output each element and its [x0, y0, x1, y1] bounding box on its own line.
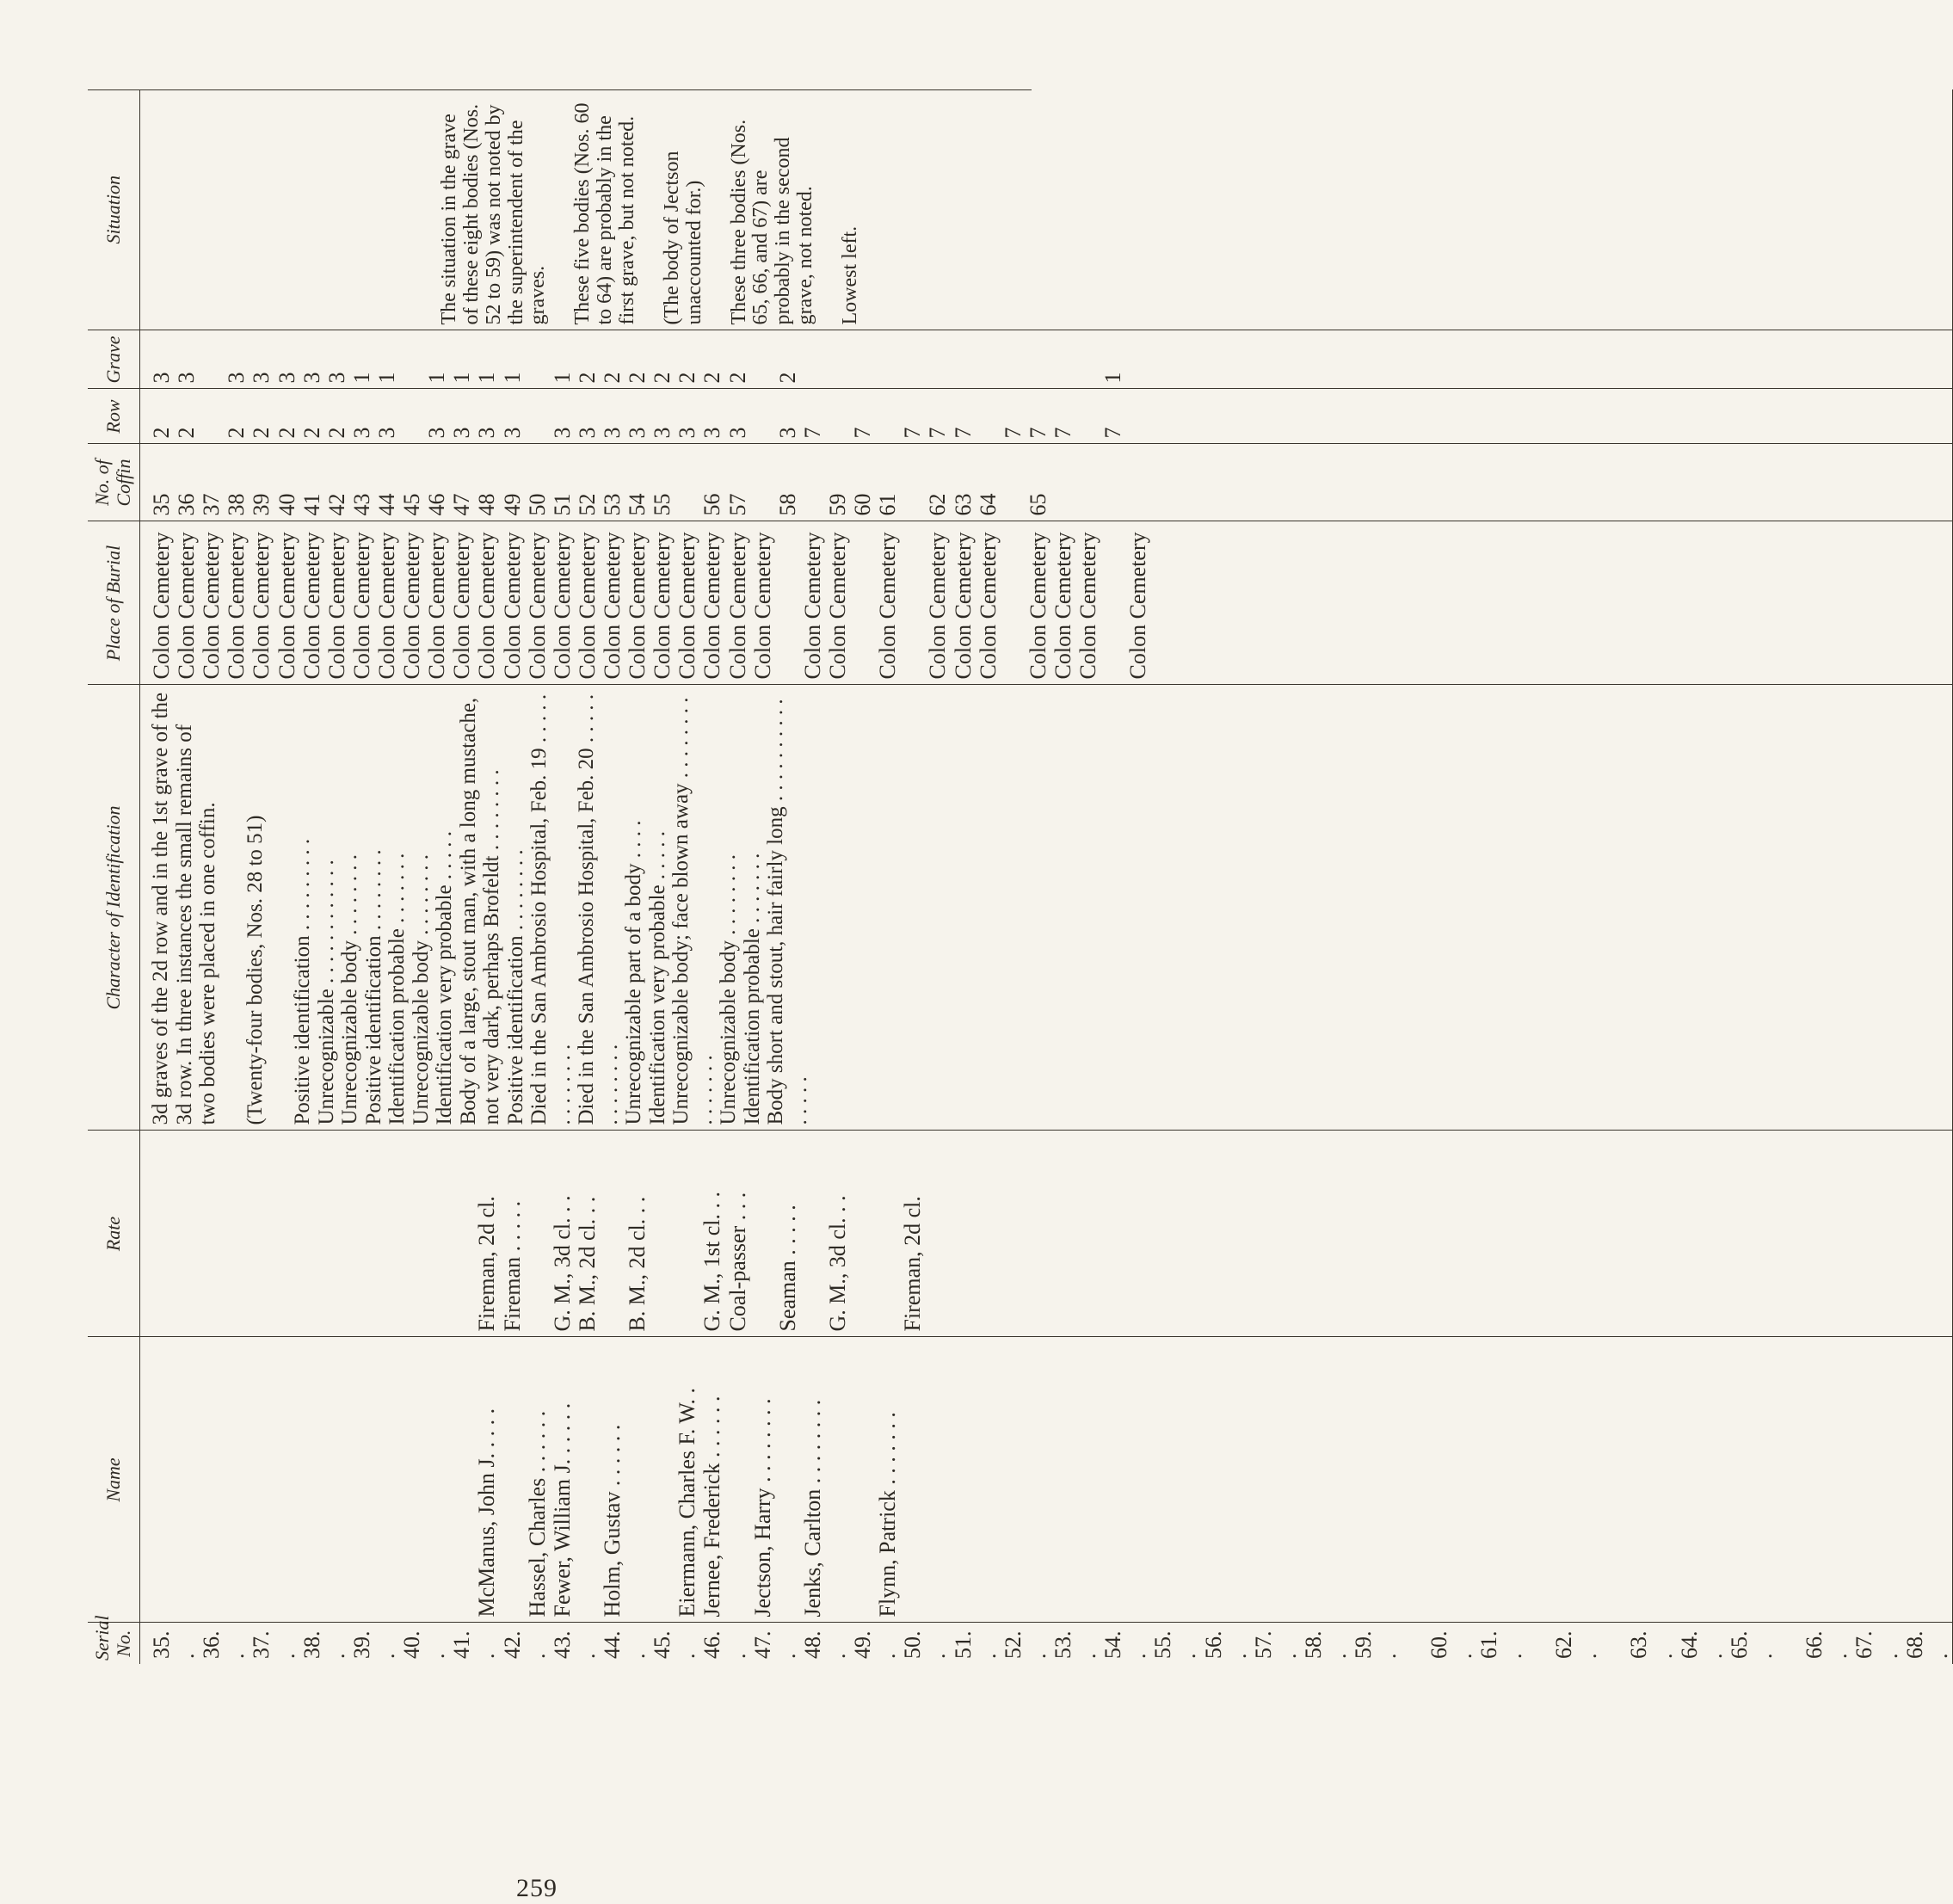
- character-of-identification-cell: 3d graves of the 2d row and in the 1st grave of the 3d row. In three instances the small remains of two bodies were placed in one coffin. (Twenty-four bodies, Nos. 28 to 51) Positive identification . . . . . . . . . Unrecognizable . . . . . . . . . . . . Unrecognizable body . . . . . . . . Positive identification . . . . . . . . Identification probable . . . . . . . Unrecognizable body . . . . . . . . Identification very probable . . . . . Body of a large, stout man, with a long mustache, not very dark, perhaps Brofeldt . . . . . . . . Positive identification . . . . . . . . Died in the San Ambrosio Hospital, Feb. 19 . . . . . . . . . . . . . Died in the San Ambrosio Hospital, Feb. 20 . . . . . . . . . . . . . Unrecognizable part of a body . . . . Identification very probable . . . . . Unrecognizable body; face blown away . . . . . . . . . . . . . . . Unrecognizable body . . . . . . . . Identification probable . . . . . . . Body short and stout, hair fairly long . . . . . . . . . . . . . . .: [140, 685, 1953, 1131]
- row-numbers-cell: 2 2 2 2 2 2 2 3 3 3 3 3 3 3 3 3 3 3 3 3 3 3 7 7 7 7 7 7 7 7 7: [140, 389, 1953, 444]
- situation-cell: The situation in the grave of these eight bodies (Nos. 52 to 59) was not noted by the superintendent of the graves. These five bodies (Nos. 60 to 64) are probably in the first grave, but not noted. (The body of Jectson unaccounted for.) These three bodies (Nos. 65, 66, and 67) are probably in the second grave, not noted. Lowest left.: [140, 89, 1953, 330]
- coffin-numbers-cell: 35 36 37 38 39 40 41 42 43 44 45 46 47 48 49 50 51 52 53 54 55 56 57 58 59 60 61 62 63 64 65: [140, 444, 1953, 521]
- header-place-of-burial: Place of Burial: [88, 521, 140, 685]
- table-body-row: [140, 89, 1953, 1664]
- header-row: [88, 89, 140, 1664]
- page-number: 259: [516, 1874, 558, 1902]
- header-serial-no: Serial No.: [88, 1623, 140, 1664]
- header-coffin-no: No. of Coffin: [88, 444, 140, 521]
- header-grave: Grave: [88, 330, 140, 389]
- header-row: Row: [88, 389, 140, 444]
- rates-cell: Fireman, 2d cl. Fireman . . . . . G. M., 3d cl. . . B. M., 2d cl. . . B. M., 2d cl. . . G. M., 1st cl. . . Coal-passer . . . Seaman . . . . . G. M., 3d cl. . . Fireman, 2d cl.: [140, 1131, 1953, 1337]
- serial-numbers-cell: 35. . 36. . 37. . 38. . 39. . 40. . 41. . 42. . 43. . 44. . 45. . 46. . 47. . 48. . 49. . 50. . 51. . 52. . 53. . 54. . 55. . 56. . 57. . 58. . 59. . 60. . 61. . 62. . 63. . 64. . 65. . 66. . 67. . 68. .: [140, 1623, 1953, 1664]
- burial-register-table: [88, 89, 1953, 1664]
- header-name: Name: [88, 1337, 140, 1623]
- header-character-of-identification: Character of Identification: [88, 685, 140, 1131]
- names-cell: McManus, John J. . . . . Hassel, Charles . . . . . . Fewer, William J. . . . . . Holm, Gustav . . . . . . Eiermann, Charles F. W. . Jernee, Frederick . . . . . . Jectson, Harry . . . . . . . . Jenks, Carlton . . . . . . . . Flynn, Patrick . . . . . . .: [140, 1337, 1953, 1623]
- header-rate: Rate: [88, 1131, 140, 1337]
- header-situation: Situation: [88, 89, 140, 330]
- place-of-burial-cell: Colon Cemetery Colon Cemetery Colon Cemetery Colon Cemetery Colon Cemetery Colon Cemetery Colon Cemetery Colon Cemetery Colon Cemetery Colon Cemetery Colon Cemetery Colon Cemetery Colon Cemetery Colon Cemetery Colon Cemetery Colon Cemetery Colon Cemetery Colon Cemetery Colon Cemetery Colon Cemetery Colon Cemetery Colon Cemetery Colon Cemetery Colon Cemetery Colon Cemetery Colon Cemetery Colon Cemetery Colon Cemetery Colon Cemetery Colon Cemetery Colon Cemetery Colon Cemetery Colon Cemetery Colon Cemetery Colon Cemetery: [140, 521, 1953, 685]
- rotated-table-frame: [88, 89, 1952, 1664]
- grave-numbers-cell: 3 3 3 3 3 3 3 1 1 1 1 1 1 1 2 2 2 2 2 2 2 2 1: [140, 330, 1953, 389]
